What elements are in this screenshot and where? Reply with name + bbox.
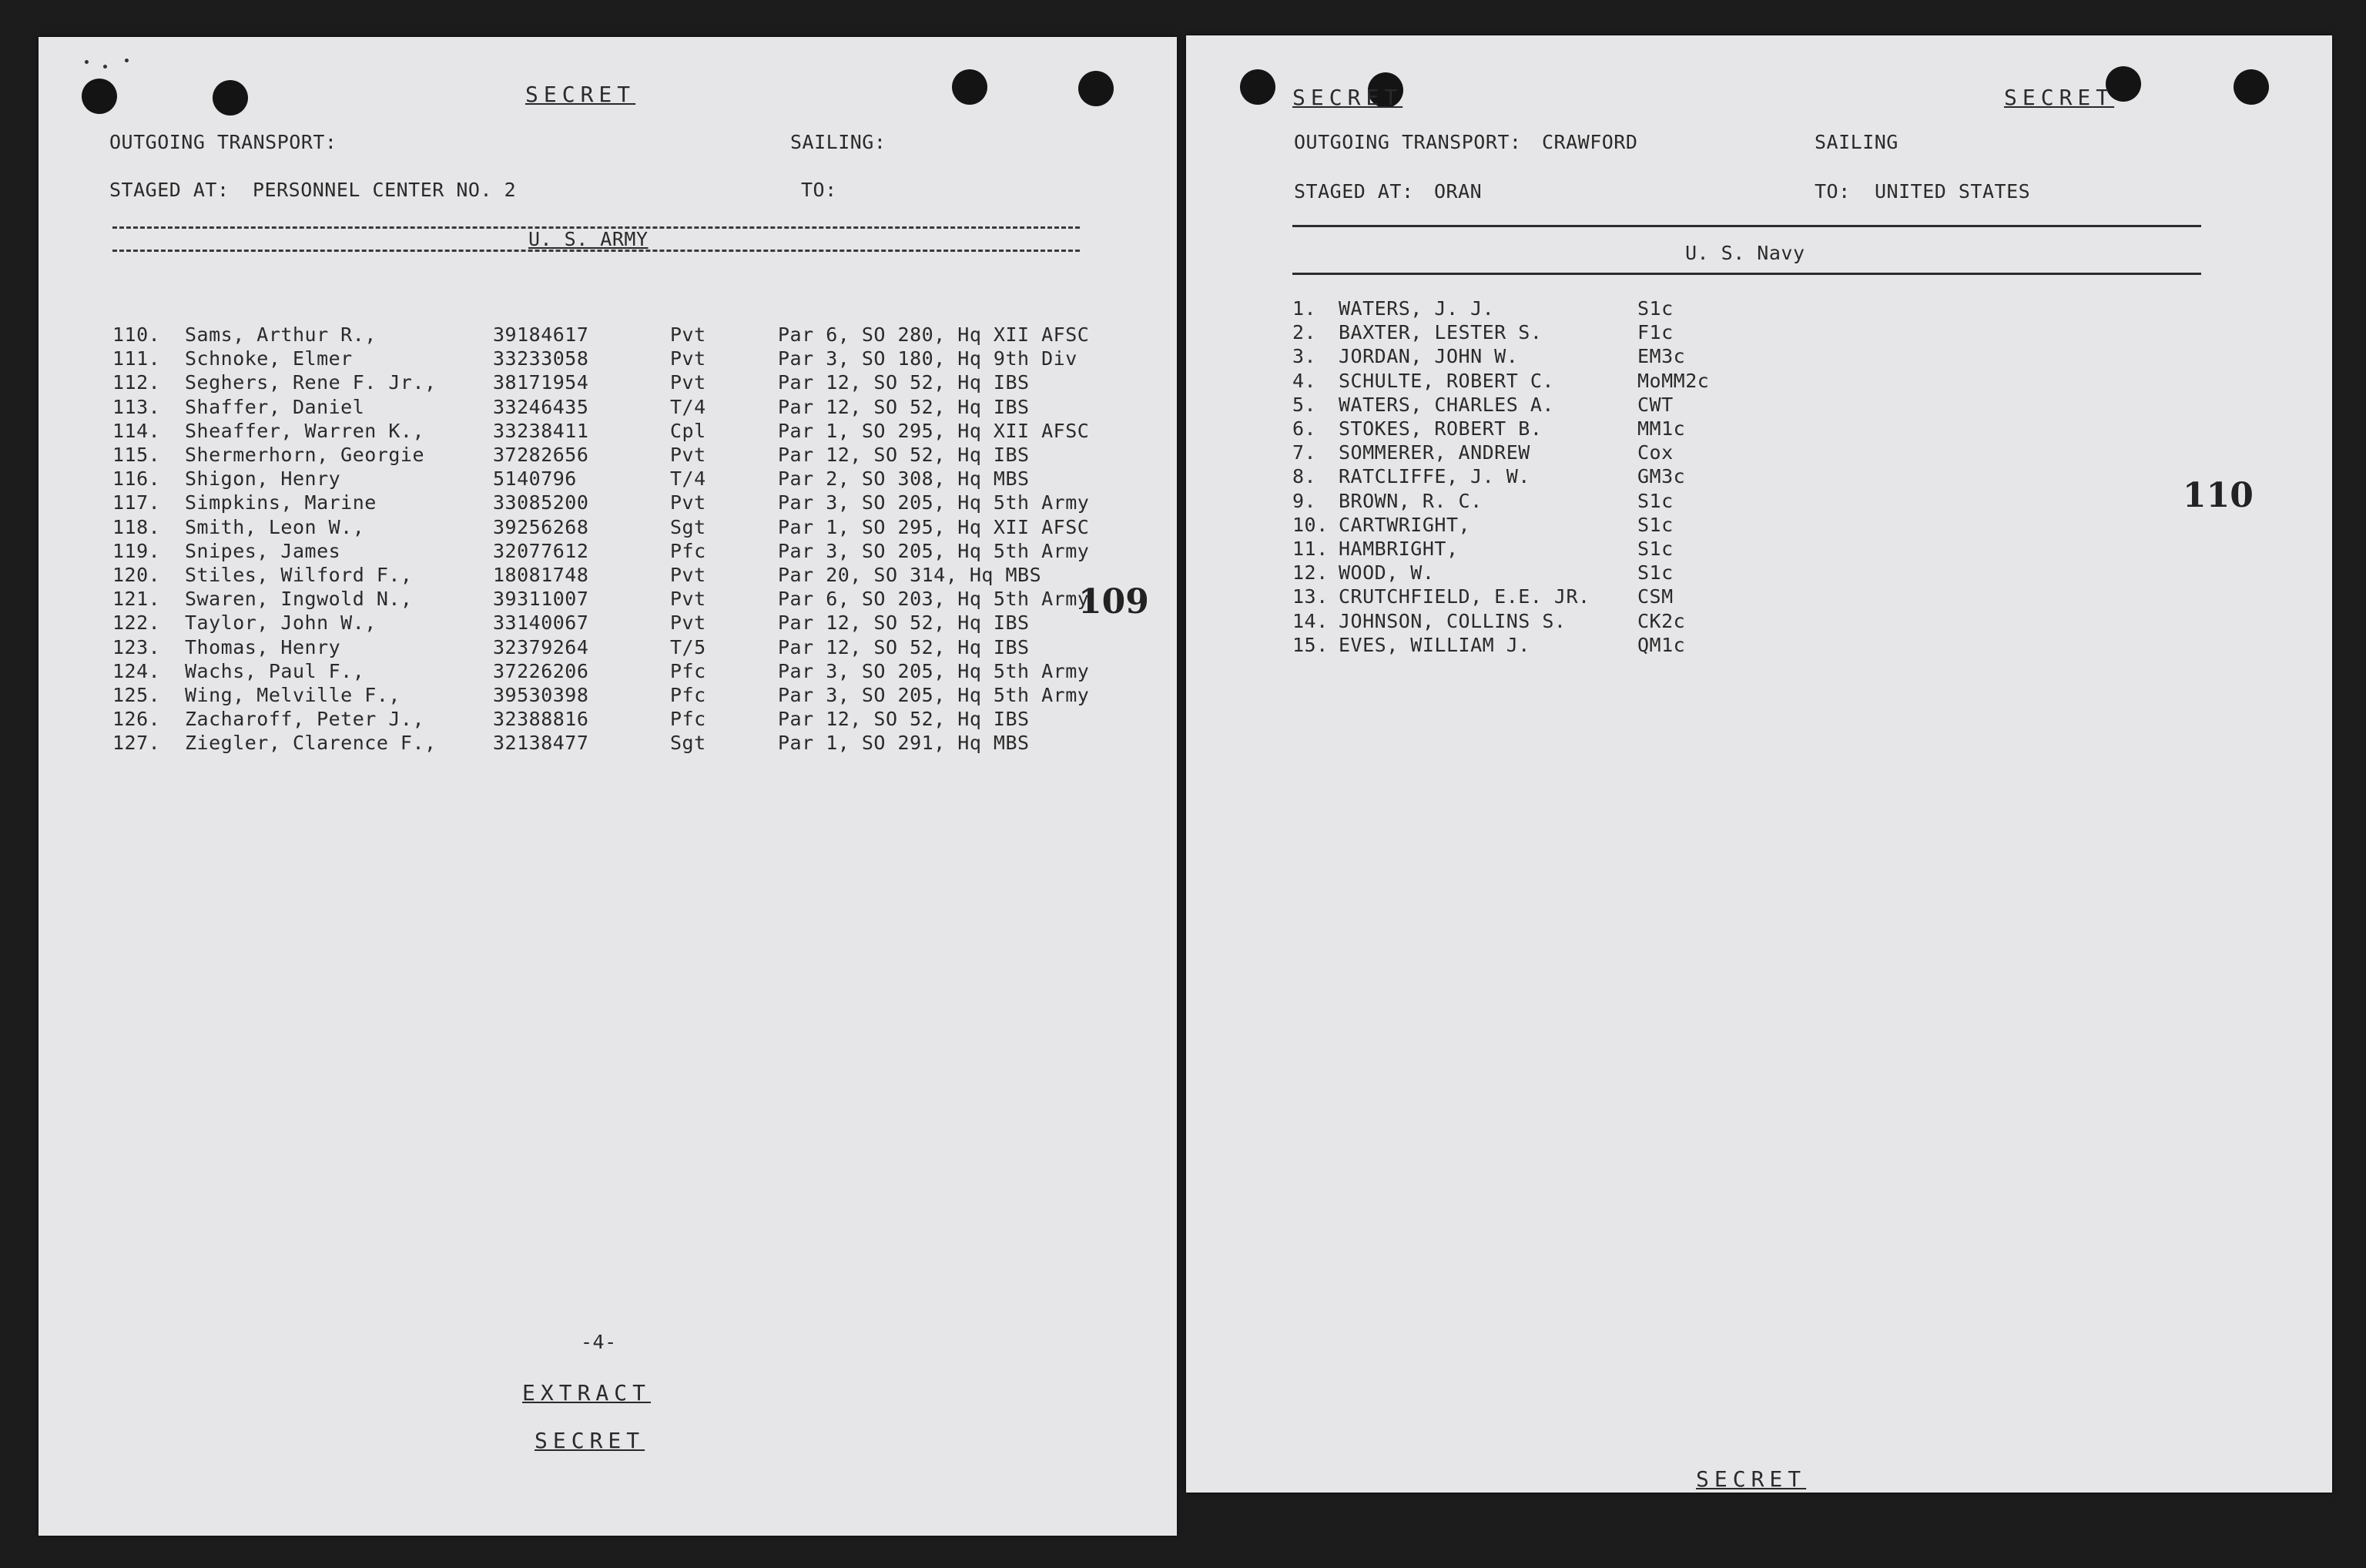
- orders-reference: Par 1, SO 295, Hq XII AFSC: [778, 515, 1090, 538]
- rank: T/4: [670, 467, 706, 491]
- row-number: 126.: [112, 708, 161, 731]
- orders-reference: Par 20, SO 314, Hq MBS: [778, 564, 1042, 586]
- sailor-name: BAXTER, LESTER S.: [1339, 321, 1543, 344]
- row-number: 110.: [112, 323, 161, 346]
- serial-number: 33233058: [493, 347, 589, 370]
- rank: Pvt: [670, 444, 706, 466]
- row-number: 10.: [1292, 513, 1329, 536]
- rate: MoMM2c: [1637, 369, 1710, 392]
- rank: Pvt: [670, 564, 706, 586]
- staged-at-value: ORAN: [1434, 180, 1483, 203]
- rate: CWT: [1637, 393, 1674, 416]
- page-number: -4-: [581, 1331, 617, 1353]
- orders-reference: Par 12, SO 52, Hq IBS: [778, 444, 1030, 466]
- row-number: 111.: [112, 347, 161, 370]
- orders-reference: Par 12, SO 52, Hq IBS: [778, 611, 1030, 635]
- orders-reference: Par 2, SO 308, Hq MBS: [778, 467, 1030, 491]
- to-label: TO:: [1815, 180, 1851, 203]
- section-title: U. S. Navy: [1685, 242, 1805, 264]
- row-number: 117.: [112, 491, 161, 514]
- rate: S1c: [1637, 561, 1674, 585]
- serial-number: 37226206: [493, 659, 589, 682]
- soldier-name: Ziegler, Clarence F.,: [185, 732, 437, 755]
- header-secret-right: SECRET: [2004, 85, 2115, 110]
- page-stamp-number: 109: [1078, 582, 1149, 622]
- rate: S1c: [1637, 513, 1674, 536]
- orders-reference: Par 1, SO 291, Hq MBS: [778, 732, 1030, 755]
- rate: CSM: [1637, 585, 1674, 608]
- rate: CK2c: [1637, 609, 1686, 632]
- row-number: 3.: [1292, 345, 1317, 368]
- soldier-name: Seghers, Rene F. Jr.,: [185, 371, 437, 394]
- rank: Pfc: [670, 708, 706, 731]
- sailor-name: HAMBRIGHT,: [1339, 538, 1459, 560]
- orders-reference: Par 3, SO 180, Hq 9th Div: [778, 347, 1077, 370]
- soldier-name: Shaffer, Daniel: [185, 395, 365, 418]
- orders-reference: Par 12, SO 52, Hq IBS: [778, 395, 1030, 418]
- serial-number: 39256268: [493, 515, 589, 538]
- row-number: 5.: [1292, 393, 1317, 416]
- staged-at-label: STAGED AT:: [109, 179, 230, 201]
- sailing-label: SAILING:: [790, 131, 886, 153]
- rank: Cpl: [670, 419, 706, 442]
- row-number: 124.: [112, 659, 161, 682]
- rank: Pvt: [670, 323, 706, 346]
- sailor-name: WOOD, W.: [1339, 561, 1435, 585]
- sailor-name: JOHNSON, COLLINS S.: [1339, 609, 1567, 632]
- orders-reference: Par 12, SO 52, Hq IBS: [778, 708, 1030, 731]
- serial-number: 33140067: [493, 611, 589, 635]
- rank: Pfc: [670, 684, 706, 706]
- navy-roster: [1186, 35, 2332, 1493]
- rate: QM1c: [1637, 633, 1686, 656]
- row-number: 12.: [1292, 561, 1329, 585]
- orders-reference: Par 3, SO 205, Hq 5th Army: [778, 684, 1090, 706]
- soldier-name: Sams, Arthur R.,: [185, 323, 377, 346]
- row-number: 9.: [1292, 489, 1317, 512]
- sailor-name: SCHULTE, ROBERT C.: [1339, 369, 1554, 392]
- soldier-name: Shermerhorn, Georgie: [185, 444, 425, 466]
- soldier-name: Simpkins, Marine: [185, 491, 377, 514]
- orders-reference: Par 12, SO 52, Hq IBS: [778, 371, 1030, 394]
- row-number: 112.: [112, 371, 161, 394]
- outgoing-transport-label: OUTGOING TRANSPORT:: [109, 131, 337, 153]
- rate: S1c: [1637, 297, 1674, 320]
- sailor-name: EVES, WILLIAM J.: [1339, 633, 1530, 656]
- soldier-name: Thomas, Henry: [185, 635, 341, 658]
- soldier-name: Shigon, Henry: [185, 467, 341, 491]
- section-title: U. S. ARMY: [528, 228, 648, 250]
- row-number: 13.: [1292, 585, 1329, 608]
- sailor-name: JORDAN, JOHN W.: [1339, 345, 1519, 368]
- row-number: 123.: [112, 635, 161, 658]
- serial-number: 32388816: [493, 708, 589, 731]
- row-number: 120.: [112, 564, 161, 586]
- footer-secret: SECRET: [1696, 1466, 1807, 1492]
- serial-number: 32077612: [493, 539, 589, 562]
- right-document-page: [1186, 35, 2332, 1493]
- rate: EM3c: [1637, 345, 1686, 368]
- serial-number: 39184617: [493, 323, 589, 346]
- row-number: 121.: [112, 588, 161, 611]
- staged-at-value: PERSONNEL CENTER NO. 2: [253, 179, 517, 201]
- serial-number: 39530398: [493, 684, 589, 706]
- orders-reference: Par 6, SO 203, Hq 5th Army: [778, 588, 1090, 611]
- soldier-name: Schnoke, Elmer: [185, 347, 353, 370]
- orders-reference: Par 3, SO 205, Hq 5th Army: [778, 491, 1090, 514]
- row-number: 6.: [1292, 417, 1317, 440]
- row-number: 113.: [112, 395, 161, 418]
- staged-at-label: STAGED AT:: [1294, 180, 1414, 203]
- orders-reference: Par 3, SO 205, Hq 5th Army: [778, 659, 1090, 682]
- soldier-name: Taylor, John W.,: [185, 611, 377, 635]
- serial-number: 33246435: [493, 395, 589, 418]
- page-stamp-number: 110: [2183, 476, 2254, 515]
- orders-reference: Par 1, SO 295, Hq XII AFSC: [778, 419, 1090, 442]
- outgoing-transport-label: OUTGOING TRANSPORT:: [1294, 131, 1522, 153]
- row-number: 118.: [112, 515, 161, 538]
- sailor-name: BROWN, R. C.: [1339, 489, 1483, 512]
- sailor-name: CRUTCHFIELD, E.E. JR.: [1339, 585, 1590, 608]
- row-number: 11.: [1292, 538, 1329, 560]
- rank: Pvt: [670, 371, 706, 394]
- row-number: 127.: [112, 732, 161, 755]
- row-number: 2.: [1292, 321, 1317, 344]
- rate: MM1c: [1637, 417, 1686, 440]
- rank: Pvt: [670, 611, 706, 635]
- header-secret: SECRET: [525, 82, 636, 107]
- soldier-name: Snipes, James: [185, 539, 341, 562]
- serial-number: 5140796: [493, 467, 577, 491]
- serial-number: 32138477: [493, 732, 589, 755]
- rank: Pvt: [670, 347, 706, 370]
- row-number: 114.: [112, 419, 161, 442]
- row-number: 15.: [1292, 633, 1329, 656]
- extract-label: EXTRACT: [522, 1380, 652, 1406]
- row-number: 14.: [1292, 609, 1329, 632]
- soldier-name: Zacharoff, Peter J.,: [185, 708, 425, 731]
- to-label: TO:: [801, 179, 837, 201]
- sailor-name: CARTWRIGHT,: [1339, 513, 1471, 536]
- row-number: 8.: [1292, 465, 1317, 488]
- rank: Pfc: [670, 659, 706, 682]
- soldier-name: Wing, Melville F.,: [185, 684, 400, 706]
- serial-number: 39311007: [493, 588, 589, 611]
- orders-reference: Par 12, SO 52, Hq IBS: [778, 635, 1030, 658]
- row-number: 1.: [1292, 297, 1317, 320]
- serial-number: 33085200: [493, 491, 589, 514]
- serial-number: 18081748: [493, 564, 589, 586]
- serial-number: 38171954: [493, 371, 589, 394]
- orders-reference: Par 6, SO 280, Hq XII AFSC: [778, 323, 1090, 346]
- row-number: 115.: [112, 444, 161, 466]
- rank: Sgt: [670, 515, 706, 538]
- rank: T/5: [670, 635, 706, 658]
- rank: Pvt: [670, 491, 706, 514]
- row-number: 122.: [112, 611, 161, 635]
- sailing-label: SAILING: [1815, 131, 1898, 153]
- serial-number: 32379264: [493, 635, 589, 658]
- sailor-name: WATERS, CHARLES A.: [1339, 393, 1554, 416]
- serial-number: 37282656: [493, 444, 589, 466]
- left-document-page: [39, 37, 1177, 1536]
- rate: S1c: [1637, 489, 1674, 512]
- sailor-name: STOKES, ROBERT B.: [1339, 417, 1543, 440]
- rank: Sgt: [670, 732, 706, 755]
- footer-secret: SECRET: [535, 1428, 645, 1453]
- soldier-name: Wachs, Paul F.,: [185, 659, 365, 682]
- rate: F1c: [1637, 321, 1674, 344]
- row-number: 119.: [112, 539, 161, 562]
- soldier-name: Smith, Leon W.,: [185, 515, 365, 538]
- sailor-name: SOMMERER, ANDREW: [1339, 441, 1530, 464]
- rank: T/4: [670, 395, 706, 418]
- rate: S1c: [1637, 538, 1674, 560]
- rate: Cox: [1637, 441, 1674, 464]
- soldier-name: Stiles, Wilford F.,: [185, 564, 413, 586]
- army-roster: [39, 37, 1177, 1536]
- row-number: 125.: [112, 684, 161, 706]
- sailor-name: RATCLIFFE, J. W.: [1339, 465, 1530, 488]
- rank: Pvt: [670, 588, 706, 611]
- rank: Pfc: [670, 539, 706, 562]
- serial-number: 33238411: [493, 419, 589, 442]
- row-number: 4.: [1292, 369, 1317, 392]
- row-number: 7.: [1292, 441, 1317, 464]
- rate: GM3c: [1637, 465, 1686, 488]
- sailor-name: WATERS, J. J.: [1339, 297, 1495, 320]
- to-value: UNITED STATES: [1875, 180, 2031, 203]
- header-secret-left: SECRET: [1292, 85, 1403, 110]
- soldier-name: Swaren, Ingwold N.,: [185, 588, 413, 611]
- outgoing-transport-value: CRAWFORD: [1542, 131, 1638, 153]
- soldier-name: Sheaffer, Warren K.,: [185, 419, 425, 442]
- orders-reference: Par 3, SO 205, Hq 5th Army: [778, 539, 1090, 562]
- row-number: 116.: [112, 467, 161, 491]
